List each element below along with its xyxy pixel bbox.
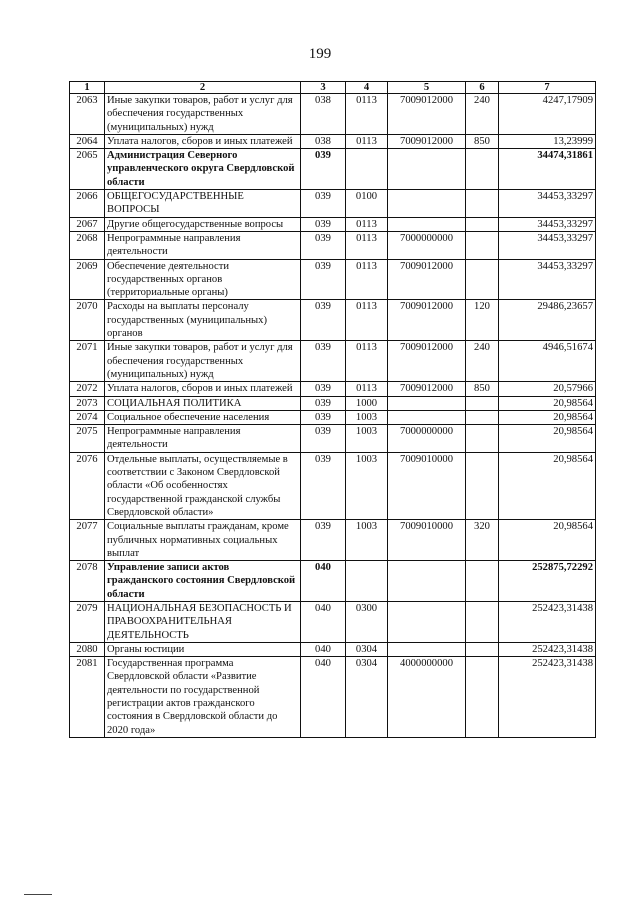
section-code-cell: 0113 [346,341,388,382]
target-code-cell: 7000000000 [388,231,466,259]
header-cell: 1 [70,82,105,94]
expense-type-cell [466,452,499,519]
table-row [70,410,596,424]
row-number-cell: 2072 [70,382,105,396]
row-number-cell: 2069 [70,259,105,300]
expense-type-cell: 320 [466,520,499,561]
item-name-cell: НАЦИОНАЛЬНАЯ БЕЗОПАСНОСТЬ И ПРАВООХРАНИТЕЛЬНАЯ ДЕЯТЕЛЬНОСТЬ [105,601,301,642]
budget-table [69,81,596,738]
section-code-cell: 1003 [346,425,388,453]
table-body [70,94,596,738]
item-name-cell: Уплата налогов, сборов и иных платежей [105,134,301,148]
header-cell: 6 [466,82,499,94]
amount-cell: 20,98564 [499,410,596,424]
admin-code-cell: 039 [301,149,346,190]
table-row [70,149,596,190]
target-code-cell: 7009012000 [388,134,466,148]
row-number-cell: 2066 [70,190,105,218]
target-code-cell [388,642,466,656]
item-name-cell: СОЦИАЛЬНАЯ ПОЛИТИКА [105,396,301,410]
amount-cell: 34453,33297 [499,259,596,300]
item-name-cell: Непрограммные направления деятельности [105,425,301,453]
section-code-cell: 0100 [346,190,388,218]
item-name-cell: Непрограммные направления деятельности [105,231,301,259]
amount-cell: 252423,31438 [499,642,596,656]
item-name-cell: ОБЩЕГОСУДАРСТВЕННЫЕ ВОПРОСЫ [105,190,301,218]
section-code-cell [346,561,388,602]
expense-type-cell: 240 [466,94,499,135]
section-code-cell: 0113 [346,134,388,148]
expense-type-cell [466,410,499,424]
row-number-cell: 2065 [70,149,105,190]
item-name-cell: Органы юстиции [105,642,301,656]
amount-cell: 252423,31438 [499,657,596,738]
section-code-cell: 1003 [346,410,388,424]
expense-type-cell: 120 [466,300,499,341]
footer-divider [24,894,52,895]
admin-code-cell: 039 [301,396,346,410]
expense-type-cell [466,601,499,642]
table-row [70,259,596,300]
row-number-cell: 2070 [70,300,105,341]
item-name-cell: Иные закупки товаров, работ и услуг для обеспечения государственных (муниципальных) нужд [105,341,301,382]
section-code-cell: 0113 [346,300,388,341]
section-code-cell: 0113 [346,382,388,396]
table-row [70,190,596,218]
expense-type-cell [466,396,499,410]
item-name-cell: Государственная программа Свердловской области «Развитие деятельности по государственной регистрации актов гражданского состояния в Свердловской области до 2020 года» [105,657,301,738]
target-code-cell: 7009012000 [388,341,466,382]
amount-cell: 252423,31438 [499,601,596,642]
admin-code-cell: 040 [301,601,346,642]
expense-type-cell: 850 [466,134,499,148]
item-name-cell: Иные закупки товаров, работ и услуг для обеспечения государственных (муниципальных) нужд [105,94,301,135]
table-row [70,520,596,561]
header-cell: 2 [105,82,301,94]
target-code-cell: 7009012000 [388,382,466,396]
admin-code-cell: 040 [301,642,346,656]
section-code-cell: 0300 [346,601,388,642]
row-number-cell: 2068 [70,231,105,259]
admin-code-cell: 039 [301,520,346,561]
target-code-cell: 7009010000 [388,520,466,561]
admin-code-cell: 038 [301,134,346,148]
target-code-cell: 7009012000 [388,94,466,135]
admin-code-cell: 039 [301,217,346,231]
target-code-cell [388,561,466,602]
table-row [70,134,596,148]
amount-cell: 20,98564 [499,425,596,453]
admin-code-cell: 039 [301,341,346,382]
amount-cell: 29486,23657 [499,300,596,341]
expense-type-cell [466,190,499,218]
table-row [70,425,596,453]
section-code-cell: 1003 [346,520,388,561]
target-code-cell [388,190,466,218]
table-row [70,642,596,656]
item-name-cell: Социальное обеспечение населения [105,410,301,424]
admin-code-cell: 039 [301,190,346,218]
table-row [70,452,596,519]
amount-cell: 34453,33297 [499,190,596,218]
row-number-cell: 2067 [70,217,105,231]
admin-code-cell: 039 [301,231,346,259]
item-name-cell: Социальные выплаты гражданам, кроме публичных нормативных социальных выплат [105,520,301,561]
section-code-cell: 0113 [346,217,388,231]
section-code-cell [346,149,388,190]
admin-code-cell: 038 [301,94,346,135]
target-code-cell [388,601,466,642]
amount-cell: 252875,72292 [499,561,596,602]
expense-type-cell [466,149,499,190]
table-row [70,382,596,396]
item-name-cell: Расходы на выплаты персоналу государственных (муниципальных) органов [105,300,301,341]
header-cell: 3 [301,82,346,94]
target-code-cell [388,149,466,190]
row-number-cell: 2080 [70,642,105,656]
row-number-cell: 2081 [70,657,105,738]
amount-cell: 20,98564 [499,452,596,519]
section-code-cell: 0113 [346,259,388,300]
expense-type-cell [466,425,499,453]
row-number-cell: 2063 [70,94,105,135]
item-name-cell: Уплата налогов, сборов и иных платежей [105,382,301,396]
expense-type-cell [466,231,499,259]
expense-type-cell [466,642,499,656]
row-number-cell: 2076 [70,452,105,519]
amount-cell: 34453,33297 [499,231,596,259]
target-code-cell [388,410,466,424]
table-row [70,94,596,135]
item-name-cell: Отдельные выплаты, осуществляемые в соответствии с Законом Свердловской области «Об особенностях государственной гражданской службы Свердловской области» [105,452,301,519]
table-row [70,396,596,410]
amount-cell: 20,98564 [499,520,596,561]
amount-cell: 34474,31861 [499,149,596,190]
section-code-cell: 1003 [346,452,388,519]
target-code-cell: 7009010000 [388,452,466,519]
header-cell: 5 [388,82,466,94]
expense-type-cell [466,657,499,738]
expense-type-cell: 850 [466,382,499,396]
row-number-cell: 2075 [70,425,105,453]
row-number-cell: 2073 [70,396,105,410]
row-number-cell: 2078 [70,561,105,602]
target-code-cell: 7009012000 [388,259,466,300]
row-number-cell: 2079 [70,601,105,642]
amount-cell: 20,98564 [499,396,596,410]
item-name-cell: Управление записи актов гражданского состояния Свердловской области [105,561,301,602]
admin-code-cell: 039 [301,452,346,519]
amount-cell: 20,57966 [499,382,596,396]
table-row [70,231,596,259]
item-name-cell: Другие общегосударственные вопросы [105,217,301,231]
target-code-cell: 7000000000 [388,425,466,453]
item-name-cell: Обеспечение деятельности государственных органов (территориальные органы) [105,259,301,300]
admin-code-cell: 040 [301,657,346,738]
admin-code-cell: 039 [301,425,346,453]
admin-code-cell: 039 [301,382,346,396]
table-row [70,217,596,231]
amount-cell: 4247,17909 [499,94,596,135]
row-number-cell: 2077 [70,520,105,561]
amount-cell: 34453,33297 [499,217,596,231]
page-number: 199 [308,46,332,62]
admin-code-cell: 039 [301,410,346,424]
amount-cell: 13,23999 [499,134,596,148]
row-number-cell: 2074 [70,410,105,424]
table-row [70,561,596,602]
section-code-cell: 0113 [346,94,388,135]
target-code-cell: 4000000000 [388,657,466,738]
target-code-cell: 7009012000 [388,300,466,341]
table-row [70,341,596,382]
admin-code-cell: 039 [301,300,346,341]
admin-code-cell: 039 [301,259,346,300]
header-cell: 7 [499,82,596,94]
section-code-cell: 0113 [346,231,388,259]
table-row [70,300,596,341]
target-code-cell [388,396,466,410]
table-row [70,601,596,642]
item-name-cell: Администрация Северного управленческого округа Свердловской области [105,149,301,190]
section-code-cell: 0304 [346,642,388,656]
section-code-cell: 1000 [346,396,388,410]
admin-code-cell: 040 [301,561,346,602]
row-number-cell: 2071 [70,341,105,382]
header-cell: 4 [346,82,388,94]
expense-type-cell [466,217,499,231]
table-row [70,657,596,738]
section-code-cell: 0304 [346,657,388,738]
expense-type-cell [466,561,499,602]
row-number-cell: 2064 [70,134,105,148]
header-row [70,82,596,94]
expense-type-cell [466,259,499,300]
expense-type-cell: 240 [466,341,499,382]
target-code-cell [388,217,466,231]
amount-cell: 4946,51674 [499,341,596,382]
